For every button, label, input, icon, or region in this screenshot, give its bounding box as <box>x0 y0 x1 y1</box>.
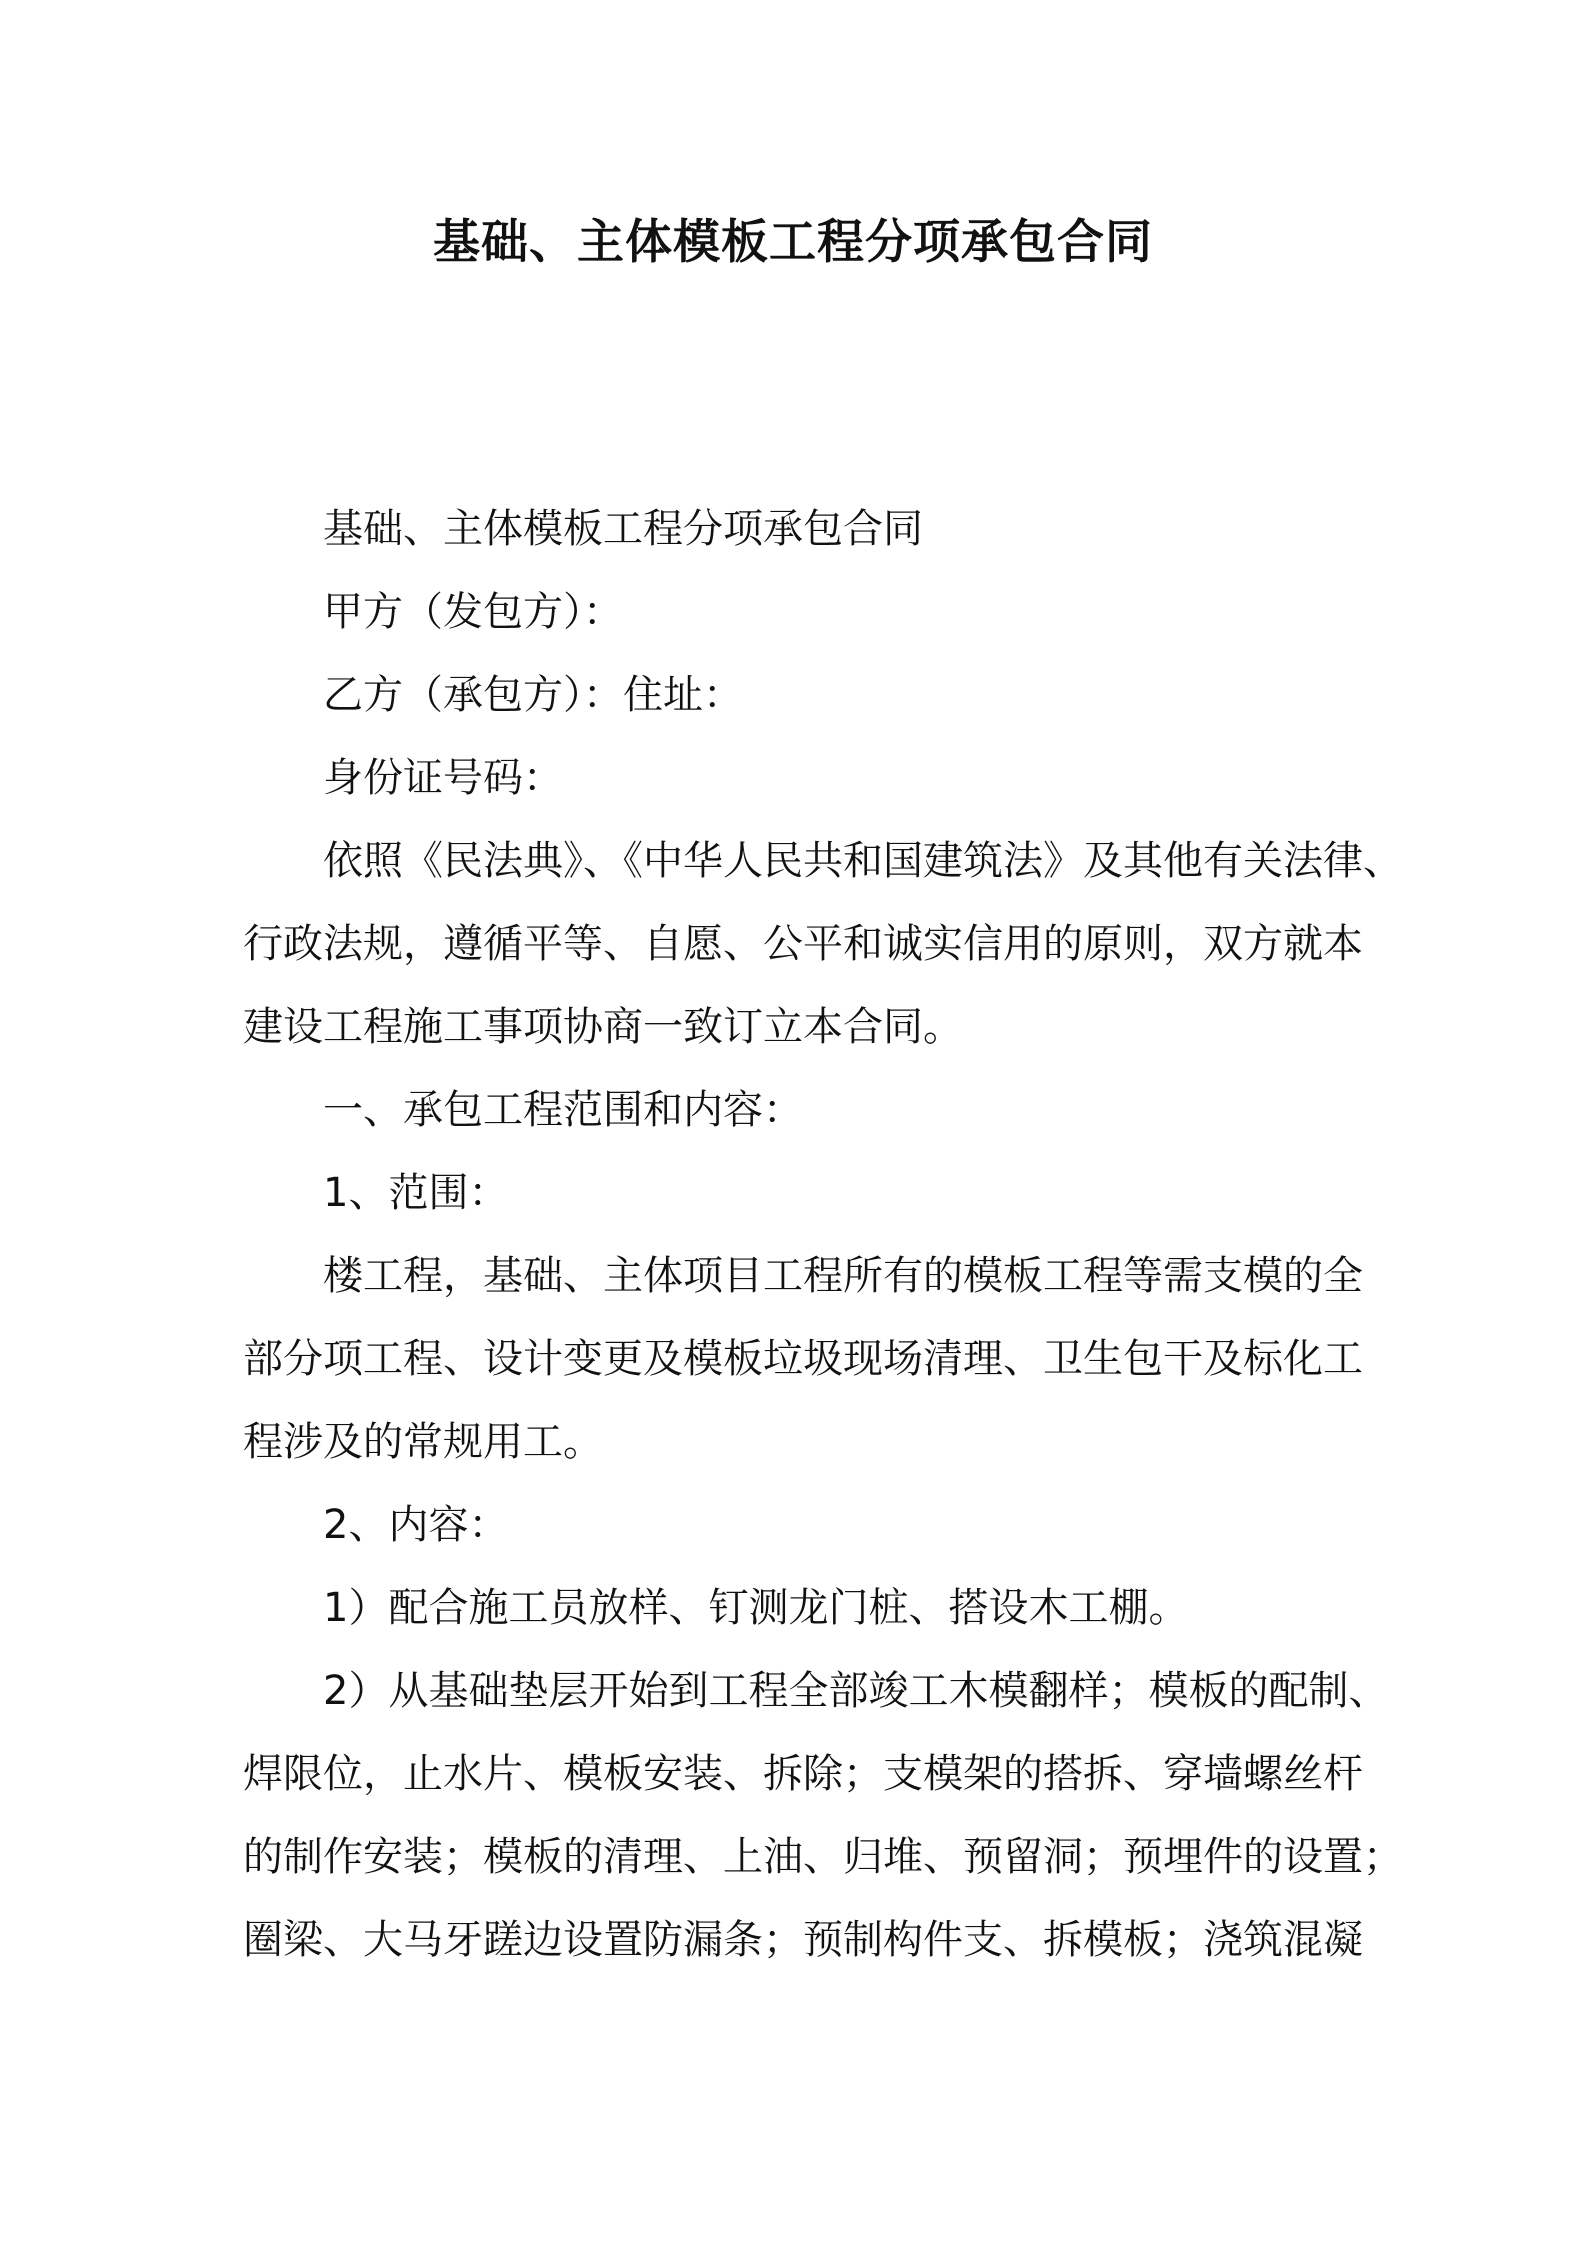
body-line: 行政法规，遵循平等、自愿、公平和诚实信用的原则，双方就本 <box>243 921 1363 967</box>
body-line: 部分项工程、设计变更及模板垃圾现场清理、卫生包干及标化工 <box>243 1336 1363 1382</box>
body-line: 圈梁、大马牙蹉边设置防漏条；预制构件支、拆模板；浇筑混凝 <box>243 1917 1363 1963</box>
body-line: 甲方（发包方）： <box>323 589 623 635</box>
body-line: 焊限位，止水片、模板安装、拆除；支模架的搭拆、穿墙螺丝杆 <box>243 1751 1363 1797</box>
body-line: 身份证号码： <box>323 755 563 801</box>
body-line: 2）从基础垫层开始到工程全部竣工木模翻样；模板的配制、 <box>323 1668 1389 1714</box>
document-body <box>243 488 1403 1982</box>
body-line: 程涉及的常规用工。 <box>243 1419 603 1465</box>
document-title: 基础、主体模板工程分项承包合同 <box>433 215 1153 270</box>
body-line: 一、承包工程范围和内容： <box>323 1087 803 1133</box>
body-line: 1）配合施工员放样、钉测龙门桩、搭设木工棚。 <box>323 1585 1189 1631</box>
body-line: 乙方（承包方）：住址： <box>323 672 743 718</box>
body-line: 建设工程施工事项协商一致订立本合同。 <box>243 1004 963 1050</box>
body-line: 1、范围： <box>323 1170 509 1216</box>
body-line: 2、内容： <box>323 1502 509 1548</box>
body-line: 的制作安装；模板的清理、上油、归堆、预留洞；预埋件的设置； <box>243 1834 1403 1880</box>
body-line: 基础、主体模板工程分项承包合同 <box>323 506 923 552</box>
body-line: 依照《民法典》、《中华人民共和国建筑法》及其他有关法律、 <box>323 838 1403 884</box>
body-line: 楼工程，基础、主体项目工程所有的模板工程等需支模的全 <box>323 1253 1363 1299</box>
